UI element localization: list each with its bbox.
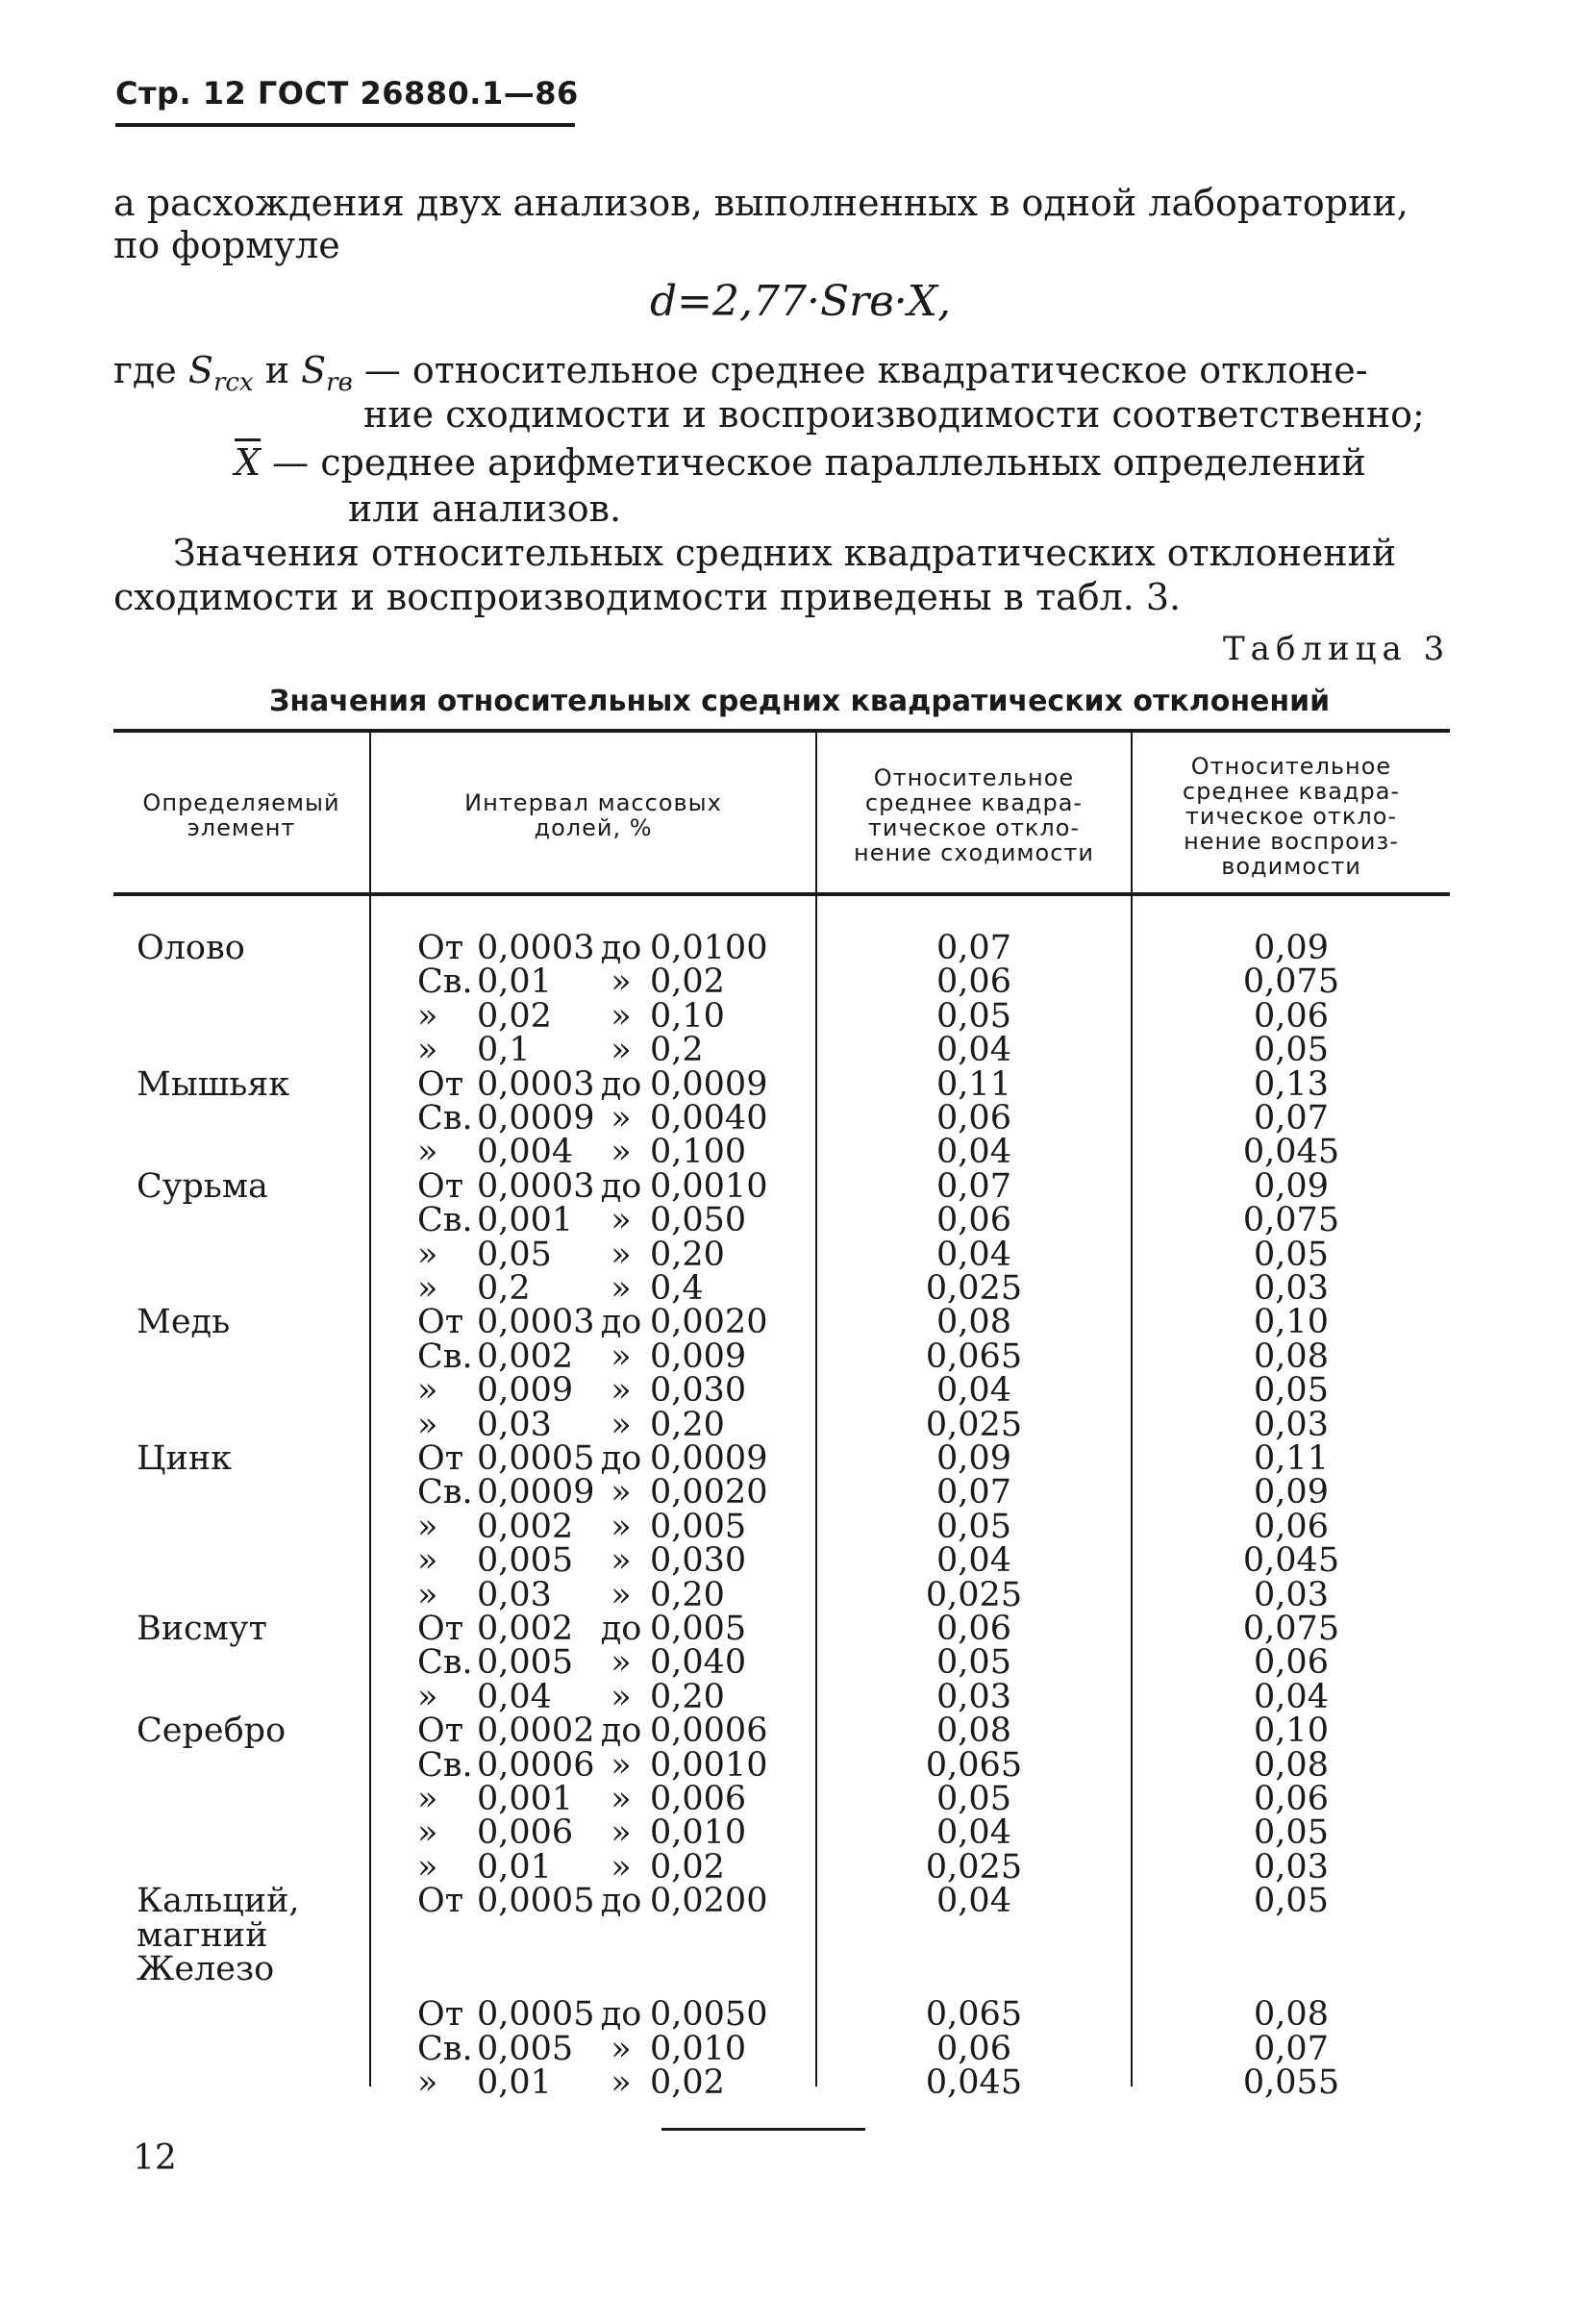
cell-b: до — [600, 1712, 642, 1750]
cell-b: » — [611, 1201, 632, 1239]
cell-v1: 0,01 — [477, 1848, 552, 1887]
cell-element: Сурьма — [137, 1167, 268, 1206]
cell-v2: 0,02 — [650, 962, 725, 1001]
table-header-rule — [113, 892, 1450, 896]
where-and: и — [264, 349, 290, 391]
cell-v2: 0,030 — [650, 1541, 747, 1580]
cell-v2: 0,20 — [650, 1236, 725, 1274]
cell-conv: 0,03 — [936, 1678, 1011, 1716]
cell-repro: 0,075 — [1242, 962, 1340, 1001]
cell-v1: 0,004 — [477, 1133, 574, 1171]
cell-b: до — [600, 1439, 642, 1478]
cell-a: » — [417, 1780, 438, 1818]
cell-repro: 0,03 — [1254, 1269, 1329, 1308]
cell-a: » — [417, 1813, 438, 1852]
symbol-s-rv: $S_{rв}$ — [301, 349, 353, 397]
cell-conv: 0,05 — [936, 1780, 1011, 1818]
body-line-2: по формуле — [113, 224, 340, 266]
cell-a: От — [417, 1995, 464, 2034]
cell-conv: 0,025 — [925, 1848, 1023, 1887]
cell-v2: 0,0100 — [650, 929, 768, 967]
cell-v1: 0,03 — [477, 1576, 552, 1614]
cell-conv: 0,065 — [925, 1995, 1023, 2034]
cell-v2: 0,0010 — [650, 1746, 768, 1785]
cell-repro: 0,04 — [1254, 1678, 1329, 1716]
cell-v2: 0,20 — [650, 1576, 725, 1614]
cell-a: Св. — [417, 1337, 473, 1376]
cell-conv: 0,07 — [936, 1167, 1011, 1206]
header-element: Определяемый элемент — [142, 789, 340, 841]
cell-conv: 0,08 — [936, 1712, 1011, 1750]
cell-v2: 0,050 — [650, 1201, 747, 1239]
cell-conv: 0,06 — [936, 1201, 1011, 1239]
cell-a: Св. — [417, 1099, 473, 1137]
cell-b: » — [611, 2030, 632, 2068]
formula: d=2,77·Srв·X, — [650, 277, 952, 326]
cell-a: » — [417, 1133, 438, 1171]
cell-a: » — [417, 1269, 438, 1308]
cell-v2: 0,040 — [650, 1643, 747, 1682]
cell-element: Медь — [137, 1303, 231, 1341]
cell-b: до — [600, 1167, 642, 1206]
header-interval: Интервал массовых долей, % — [464, 789, 722, 841]
cell-v1: 0,002 — [477, 1337, 574, 1376]
para2-line-2: сходимости и воспроизводимости приведены в табл. 3. — [113, 576, 1182, 618]
cell-b: » — [611, 2063, 632, 2102]
cell-v2: 0,02 — [650, 1848, 725, 1887]
cell-v1: 0,0005 — [477, 1995, 595, 2034]
cell-b: » — [611, 1508, 632, 1546]
cell-element: Кальций, — [137, 1882, 300, 1920]
cell-conv: 0,025 — [925, 1269, 1023, 1308]
cell-v1: 0,1 — [477, 1031, 531, 1069]
cell-a: От — [417, 1712, 464, 1750]
cell-repro: 0,10 — [1254, 1712, 1329, 1750]
cell-v1: 0,005 — [477, 1541, 574, 1580]
cell-b: до — [600, 1065, 642, 1104]
cell-a: » — [417, 1371, 438, 1410]
cell-b: » — [611, 1576, 632, 1614]
cell-v1: 0,0006 — [477, 1746, 595, 1785]
cell-a: » — [417, 1848, 438, 1887]
cell-conv: 0,07 — [936, 929, 1011, 967]
where-def-1: — относительное среднее квадратическое отклоне- — [363, 349, 1368, 391]
cell-repro: 0,09 — [1254, 1167, 1329, 1206]
cell-repro: 0,08 — [1254, 1746, 1329, 1785]
cell-v1: 0,0005 — [477, 1439, 595, 1478]
cell-v1: 0,006 — [477, 1813, 574, 1852]
table-caption: Значения относительных средних квадратических отклонений — [269, 685, 1331, 718]
cell-v2: 0,0200 — [650, 1882, 768, 1920]
cell-a: От — [417, 929, 464, 967]
cell-v2: 0,0006 — [650, 1712, 768, 1750]
header-reproducibility: Относительное среднее квадра- тическое откло- нение воспроиз- водимости — [1182, 753, 1401, 880]
cell-a: От — [417, 1167, 464, 1206]
cell-b: » — [611, 1031, 632, 1069]
cell-a: » — [417, 1236, 438, 1274]
where-def-1-cont: ние сходимости и воспроизводимости соответственно; — [363, 393, 1425, 436]
cell-conv: 0,06 — [936, 962, 1011, 1001]
cell-conv: 0,09 — [936, 1439, 1011, 1478]
cell-a: От — [417, 1610, 464, 1648]
cell-b: до — [600, 1882, 642, 1920]
cell-v2: 0,20 — [650, 1678, 725, 1716]
cell-b: » — [611, 997, 632, 1036]
cell-a: » — [417, 2063, 438, 2102]
cell-v2: 0,005 — [650, 1610, 747, 1648]
cell-a: Св. — [417, 1473, 473, 1512]
cell-b: » — [611, 1406, 632, 1444]
cell-repro: 0,045 — [1242, 1133, 1340, 1171]
cell-b: » — [611, 1780, 632, 1818]
cell-repro: 0,09 — [1254, 929, 1329, 967]
cell-v1: 0,001 — [477, 1780, 574, 1818]
cell-b: » — [611, 1133, 632, 1171]
cell-a: » — [417, 997, 438, 1036]
cell-repro: 0,13 — [1254, 1065, 1329, 1104]
cell-repro: 0,07 — [1254, 2030, 1329, 2068]
table-col-divider-1 — [369, 733, 371, 2087]
header-convergence: Относительное среднее квадра- тическое откло- нение сходимости — [854, 764, 1094, 866]
cell-conv: 0,05 — [936, 997, 1011, 1036]
cell-v1: 0,0005 — [477, 1882, 595, 1920]
cell-repro: 0,03 — [1254, 1576, 1329, 1614]
cell-a: » — [417, 1576, 438, 1614]
body-line-1: а расхождения двух анализов, выполненных в одной лаборатории, — [113, 182, 1409, 224]
cell-conv: 0,04 — [936, 1882, 1011, 1920]
cell-conv: 0,04 — [936, 1236, 1011, 1274]
cell-repro: 0,03 — [1254, 1406, 1329, 1444]
cell-v2: 0,10 — [650, 997, 725, 1036]
cell-a: От — [417, 1065, 464, 1104]
cell-repro: 0,08 — [1254, 1337, 1329, 1376]
cell-v2: 0,100 — [650, 1133, 747, 1171]
cell-conv: 0,07 — [936, 1473, 1011, 1512]
cell-v1: 0,0009 — [477, 1473, 595, 1512]
cell-v2: 0,0040 — [650, 1099, 768, 1137]
cell-v1: 0,01 — [477, 2063, 552, 2102]
cell-element: Железо — [137, 1950, 275, 1988]
cell-a: Св. — [417, 1201, 473, 1239]
cell-v1: 0,01 — [477, 962, 552, 1001]
cell-b: » — [611, 1746, 632, 1785]
cell-a: Св. — [417, 962, 473, 1001]
cell-element: Серебро — [137, 1712, 287, 1750]
cell-a: Св. — [417, 2030, 473, 2068]
page-header: Стр. 12 ГОСТ 26880.1—86 — [115, 75, 579, 112]
cell-v1: 0,005 — [477, 2030, 574, 2068]
cell-a: Св. — [417, 1746, 473, 1785]
cell-repro: 0,06 — [1254, 1643, 1329, 1682]
cell-a: » — [417, 1541, 438, 1580]
cell-v1: 0,001 — [477, 1201, 574, 1239]
cell-repro: 0,05 — [1254, 1882, 1329, 1920]
where-prefix: где — [113, 349, 177, 391]
cell-b: » — [611, 1813, 632, 1852]
cell-b: до — [600, 1303, 642, 1341]
cell-conv: 0,06 — [936, 1099, 1011, 1137]
cell-a: » — [417, 1678, 438, 1716]
cell-v1: 0,009 — [477, 1371, 574, 1410]
cell-conv: 0,045 — [925, 2063, 1023, 2102]
header-rule — [115, 123, 575, 127]
cell-v1: 0,0009 — [477, 1099, 595, 1137]
cell-a: » — [417, 1508, 438, 1546]
symbol-s-rcx: $S_{rсх}$ — [187, 349, 254, 397]
cell-conv: 0,065 — [925, 1746, 1023, 1785]
cell-v2: 0,009 — [650, 1337, 747, 1376]
cell-repro: 0,06 — [1254, 1508, 1329, 1546]
cell-v1: 0,02 — [477, 997, 552, 1036]
page-number: 12 — [133, 2138, 177, 2178]
cell-repro: 0,075 — [1242, 1201, 1340, 1239]
cell-conv: 0,05 — [936, 1643, 1011, 1682]
where-x-line — [235, 440, 1366, 485]
cell-b: » — [611, 1337, 632, 1376]
cell-v2: 0,0009 — [650, 1439, 768, 1478]
cell-repro: 0,05 — [1254, 1813, 1329, 1852]
cell-v1: 0,0003 — [477, 929, 595, 967]
cell-v2: 0,02 — [650, 2063, 725, 2102]
cell-conv: 0,065 — [925, 1337, 1023, 1376]
cell-repro: 0,11 — [1254, 1439, 1329, 1478]
where-def-2: — среднее арифметическое параллельных определений — [272, 441, 1366, 484]
footer-rule — [661, 2128, 865, 2131]
cell-conv: 0,04 — [936, 1371, 1011, 1410]
cell-b: » — [611, 1099, 632, 1137]
cell-b: » — [611, 1371, 632, 1410]
table-top-rule — [113, 729, 1450, 733]
cell-v1: 0,04 — [477, 1678, 552, 1716]
cell-element: Олово — [137, 929, 245, 967]
cell-b: » — [611, 1848, 632, 1887]
cell-repro: 0,055 — [1242, 2063, 1340, 2102]
cell-b: до — [600, 929, 642, 967]
para2-line-1: Значения относительных средних квадратических отклонений — [173, 532, 1397, 574]
cell-conv: 0,025 — [925, 1576, 1023, 1614]
cell-repro: 0,03 — [1254, 1848, 1329, 1887]
cell-v2: 0,006 — [650, 1780, 747, 1818]
cell-element: магний — [137, 1916, 268, 1955]
cell-conv: 0,11 — [936, 1065, 1011, 1104]
cell-repro: 0,06 — [1254, 1780, 1329, 1818]
cell-a: От — [417, 1439, 464, 1478]
cell-element: Висмут — [137, 1610, 267, 1648]
symbol-x-bar: $\overline{X}$ — [235, 441, 262, 484]
cell-v2: 0,010 — [650, 1813, 747, 1852]
cell-v1: 0,0003 — [477, 1303, 595, 1341]
cell-v2: 0,4 — [650, 1269, 704, 1308]
cell-conv: 0,06 — [936, 2030, 1011, 2068]
cell-repro: 0,07 — [1254, 1099, 1329, 1137]
cell-conv: 0,04 — [936, 1813, 1011, 1852]
cell-b: » — [611, 1541, 632, 1580]
cell-a: От — [417, 1882, 464, 1920]
cell-a: » — [417, 1406, 438, 1444]
cell-b: » — [611, 1643, 632, 1682]
cell-b: до — [600, 1995, 642, 2034]
cell-a: Св. — [417, 1643, 473, 1682]
cell-v1: 0,03 — [477, 1406, 552, 1444]
cell-v2: 0,030 — [650, 1371, 747, 1410]
cell-v2: 0,20 — [650, 1406, 725, 1444]
cell-b: » — [611, 962, 632, 1001]
cell-a: » — [417, 1031, 438, 1069]
cell-v1: 0,0002 — [477, 1712, 595, 1750]
table-label: Таблица 3 — [1223, 630, 1451, 668]
where-def-2-cont: или анализов. — [348, 487, 622, 530]
cell-v2: 0,005 — [650, 1508, 747, 1546]
cell-repro: 0,075 — [1242, 1610, 1340, 1648]
cell-b: » — [611, 1269, 632, 1308]
cell-conv: 0,04 — [936, 1133, 1011, 1171]
cell-repro: 0,10 — [1254, 1303, 1329, 1341]
cell-conv: 0,04 — [936, 1541, 1011, 1580]
cell-repro: 0,08 — [1254, 1995, 1329, 2034]
cell-b: до — [600, 1610, 642, 1648]
cell-v2: 0,2 — [650, 1031, 704, 1069]
cell-v2: 0,010 — [650, 2030, 747, 2068]
cell-v2: 0,0009 — [650, 1065, 768, 1104]
cell-v1: 0,005 — [477, 1643, 574, 1682]
cell-v2: 0,0020 — [650, 1473, 768, 1512]
cell-conv: 0,025 — [925, 1406, 1023, 1444]
cell-v2: 0,0020 — [650, 1303, 768, 1341]
cell-b: » — [611, 1473, 632, 1512]
cell-v1: 0,002 — [477, 1508, 574, 1546]
cell-conv: 0,05 — [936, 1508, 1011, 1546]
cell-conv: 0,06 — [936, 1610, 1011, 1648]
cell-b: » — [611, 1236, 632, 1274]
cell-v1: 0,002 — [477, 1610, 574, 1648]
cell-v1: 0,0003 — [477, 1167, 595, 1206]
cell-v2: 0,0050 — [650, 1995, 768, 2034]
cell-repro: 0,05 — [1254, 1236, 1329, 1274]
cell-v2: 0,0010 — [650, 1167, 768, 1206]
cell-conv: 0,08 — [936, 1303, 1011, 1341]
cell-a: От — [417, 1303, 464, 1341]
cell-element: Мышьяк — [137, 1065, 290, 1104]
cell-v1: 0,0003 — [477, 1065, 595, 1104]
cell-b: » — [611, 1678, 632, 1716]
cell-repro: 0,05 — [1254, 1031, 1329, 1069]
cell-repro: 0,09 — [1254, 1473, 1329, 1512]
cell-conv: 0,04 — [936, 1031, 1011, 1069]
cell-v1: 0,05 — [477, 1236, 552, 1274]
cell-repro: 0,045 — [1242, 1541, 1340, 1580]
cell-repro: 0,05 — [1254, 1371, 1329, 1410]
cell-repro: 0,06 — [1254, 997, 1329, 1036]
cell-element: Цинк — [137, 1439, 233, 1478]
cell-v1: 0,2 — [477, 1269, 531, 1308]
